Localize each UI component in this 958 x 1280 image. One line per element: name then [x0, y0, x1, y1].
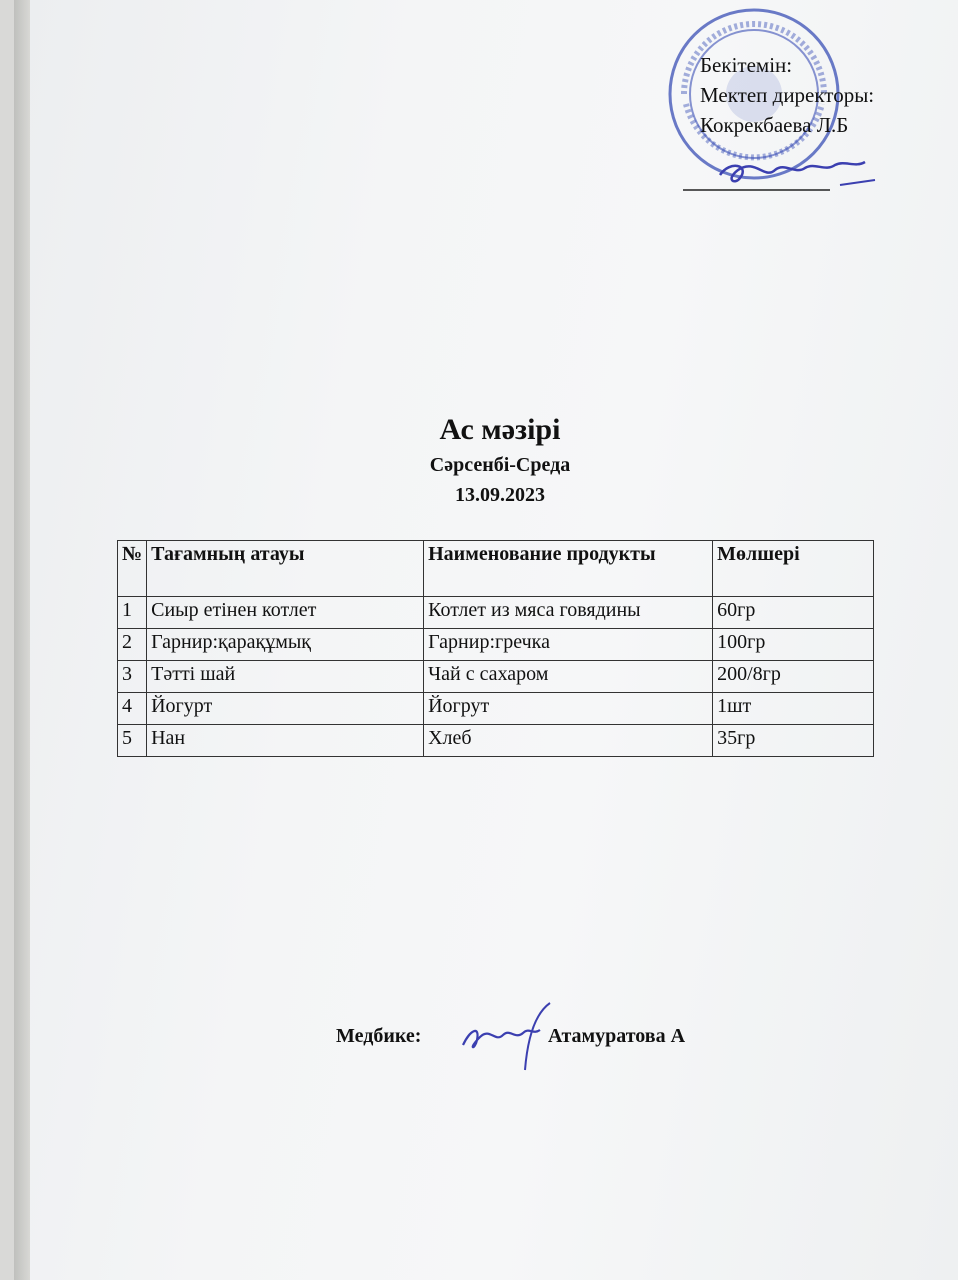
- approval-director-name: Кокрекбаева Л.Б: [700, 113, 849, 137]
- nurse-label: Медбике:: [336, 1025, 422, 1047]
- header-product-russian: Наименование продукты: [424, 541, 713, 597]
- dish-kazakh: Сиыр етінен котлет: [147, 597, 424, 629]
- amount: 60гр: [713, 597, 874, 629]
- table-row: [118, 629, 874, 661]
- row-number: 5: [118, 725, 147, 757]
- menu-date: 13.09.2023: [455, 484, 545, 506]
- director-signature: [680, 140, 890, 200]
- product-russian: Хлеб: [424, 725, 713, 757]
- table-row: [118, 693, 874, 725]
- dish-kazakh: Нан: [147, 725, 424, 757]
- table-row: [118, 597, 874, 629]
- dish-kazakh: Йогурт: [147, 693, 424, 725]
- footer-signature-line: [336, 1025, 686, 1048]
- amount: 35гр: [713, 725, 874, 757]
- table-row: [118, 661, 874, 693]
- row-number: 3: [118, 661, 147, 693]
- header-number: №: [118, 541, 147, 597]
- approval-position: Мектеп директоры:: [700, 83, 875, 107]
- amount: 1шт: [713, 693, 874, 725]
- table-header-row: [118, 541, 874, 597]
- menu-table: [117, 540, 874, 757]
- row-number: 2: [118, 629, 147, 661]
- menu-heading: [300, 410, 700, 510]
- row-number: 4: [118, 693, 147, 725]
- product-russian: Чай с сахаром: [424, 661, 713, 693]
- page-edge: [14, 0, 30, 1280]
- nurse-name: Атамуратова А: [548, 1025, 686, 1047]
- weekday: Сәрсенбі-Среда: [429, 454, 571, 476]
- product-russian: Гарнир:гречка: [424, 629, 713, 661]
- row-number: 1: [118, 597, 147, 629]
- amount: 100гр: [713, 629, 874, 661]
- product-russian: Котлет из мяса говядины: [424, 597, 713, 629]
- dish-kazakh: Тәтті шай: [147, 661, 424, 693]
- approval-title: Бекітемін:: [700, 53, 793, 77]
- table-row: [118, 725, 874, 757]
- header-dish-kazakh: Тағамның атауы: [147, 541, 424, 597]
- product-russian: Йогрут: [424, 693, 713, 725]
- amount: 200/8гр: [713, 661, 874, 693]
- page-title: Ас мәзірі: [439, 413, 561, 446]
- dish-kazakh: Гарнир:қарақұмық: [147, 629, 424, 661]
- approval-block: [700, 50, 874, 140]
- header-amount: Мөлшері: [713, 541, 874, 597]
